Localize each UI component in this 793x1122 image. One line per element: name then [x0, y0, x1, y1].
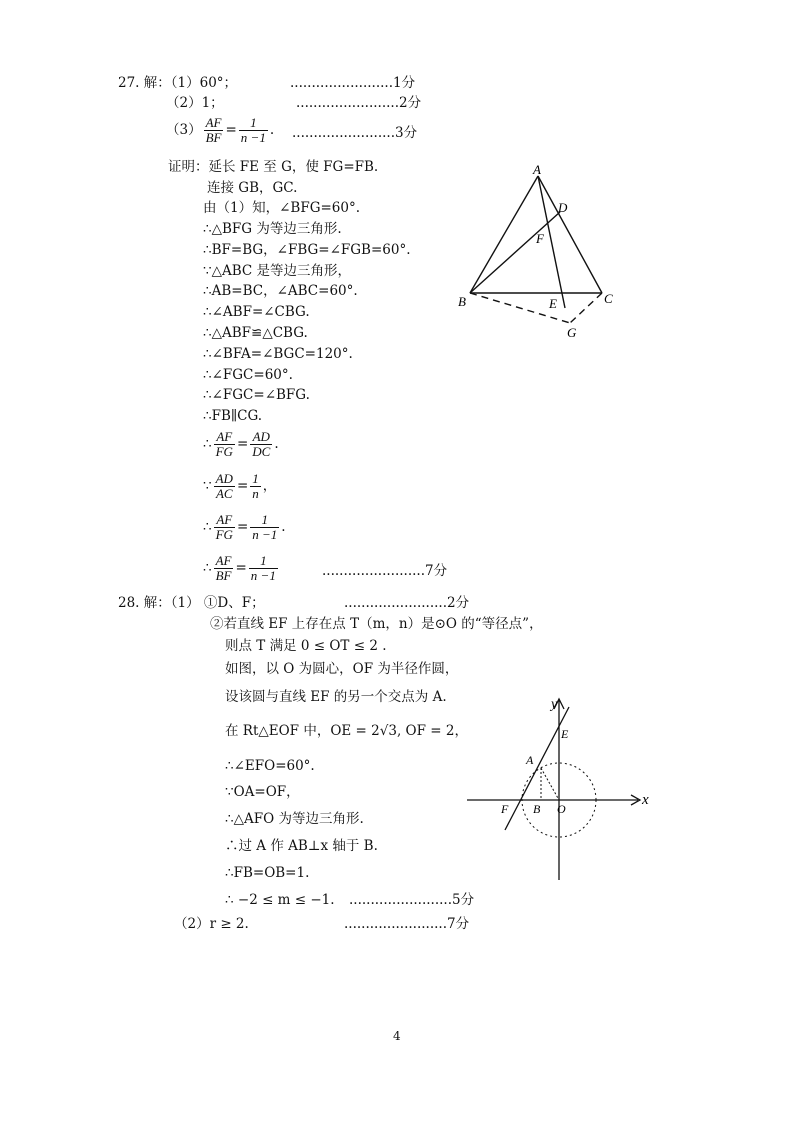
segment-ac — [538, 176, 602, 293]
q28-line: 如图，以 O 为圆心，OF 为半径作圆， — [225, 661, 459, 677]
q28-line: ∴过 A 作 AB⊥x 轴于 B. — [225, 838, 378, 854]
q27-proof-line: ∴△BFG 为等边三角形. — [203, 221, 342, 237]
q27-score-3: ........................3分 — [292, 125, 418, 141]
label-d: D — [558, 200, 568, 215]
fraction — [250, 430, 272, 459]
q27-score-7: ........................7分 — [322, 563, 448, 579]
frac-den: FG — [215, 527, 233, 542]
frac-num: 1 — [249, 554, 278, 569]
label-c: C — [604, 291, 613, 306]
frac-den: BF — [215, 568, 232, 583]
equals-sign: = — [236, 435, 249, 452]
q28-line: 则点 T 满足 0 ≤ OT ≤ 2 . — [225, 638, 387, 654]
fraction — [250, 513, 279, 542]
q28-score-2: ........................2分 — [344, 595, 470, 611]
frac-den: n −1 — [250, 568, 276, 583]
label-y: y — [551, 697, 558, 712]
q27-proof-line: ∴∠BFA=∠BGC=120°. — [203, 346, 353, 362]
q27-part3-frac-right — [239, 116, 268, 145]
frac-den: n −1 — [240, 130, 266, 145]
q27-part3-prefix: （3） — [166, 121, 202, 138]
equals-sign: = — [225, 121, 237, 138]
q28-line: ∴∠EFO=60°. — [225, 758, 315, 774]
q28-header: 28. 解：（1） ①D、F； — [118, 595, 265, 611]
q27-proof-line: 连接 GB，GC. — [207, 180, 298, 196]
frac-den: AC — [215, 486, 233, 501]
frac-num: AF — [215, 553, 232, 568]
q27-proof-line: ∴BF=BG，∠FBG=∠FGB=60°. — [203, 242, 411, 258]
page-number: 4 — [393, 1029, 401, 1043]
q27-proof-line: ∴∠ABF=∠CBG. — [203, 304, 310, 320]
q27-frac-line — [203, 472, 276, 501]
label-b: B — [533, 802, 541, 816]
q28-line: ②若直线 EF 上存在点 T（m，n）是⊙O 的“等径点”， — [210, 616, 543, 632]
q27-frac-line — [203, 513, 286, 542]
q27-proof-line: ∴FB∥CG. — [203, 408, 263, 424]
label-e: E — [561, 727, 569, 741]
q27-score-1: ........................1分 — [290, 75, 416, 91]
equals-sign: = — [236, 477, 249, 494]
equals-sign: = — [235, 559, 247, 576]
q27-part3 — [166, 116, 274, 145]
q28-line: ∴FB=OB=1. — [225, 865, 310, 881]
frac-den: DC — [252, 444, 271, 459]
q27-frac-line — [203, 430, 279, 459]
tail: . — [281, 518, 286, 535]
label-b: B — [458, 294, 466, 309]
equals-sign: = — [236, 518, 249, 535]
frac-num: AF — [205, 115, 222, 130]
therefore-symbol: ∴ — [203, 435, 212, 452]
q27-header: 27. 解：（1）60°； — [118, 75, 238, 91]
frac-num: AD — [250, 430, 272, 445]
label-a: A — [526, 753, 534, 767]
q28-line: ∵OA=OF， — [225, 784, 300, 800]
frac-den: FG — [215, 444, 233, 459]
fraction — [249, 554, 278, 583]
therefore-symbol: ∴ — [203, 518, 212, 535]
label-a: A — [533, 162, 541, 177]
tail: ， — [262, 477, 277, 494]
q28-score-7: ........................7分 — [344, 916, 470, 932]
frac-den: n −1 — [252, 527, 278, 542]
segment-ao — [541, 768, 559, 800]
therefore-symbol: ∴ — [203, 559, 212, 576]
q27-proof-line: 证明：延长 FE 至 G，使 FG=FB. — [168, 159, 379, 175]
frac-num: AF — [214, 513, 235, 528]
frac-den: BF — [205, 130, 222, 145]
q27-proof-line: ∴AB=BC，∠ABC=60°. — [203, 283, 358, 299]
q28-score-5: ........................5分 — [349, 892, 475, 908]
q27-part3-frac-left — [204, 116, 224, 145]
q27-proof-line: ∴△ABF≌△CBG. — [203, 325, 308, 341]
segment-cg — [570, 293, 602, 323]
fraction — [214, 513, 235, 542]
q28-line: 设该圆与直线 EF 的另一个交点为 A. — [225, 689, 447, 705]
q28-line: ∴△AFO 为等边三角形. — [225, 811, 364, 827]
q27-proof-line: 由（1）知，∠BFG=60°. — [203, 200, 361, 216]
frac-num: AD — [215, 471, 233, 486]
q28-coordinate-figure — [462, 690, 662, 885]
fraction — [214, 554, 234, 583]
label-f: F — [501, 802, 509, 816]
q28-part2: （2）r ≥ 2. — [174, 916, 249, 932]
q27-score-2: ........................2分 — [296, 95, 422, 111]
fraction — [214, 472, 235, 501]
q27-proof-line: ∵△ABC 是等边三角形， — [203, 263, 352, 279]
period: . — [269, 121, 275, 138]
frac-num: AF — [214, 430, 235, 445]
frac-den: n — [252, 486, 259, 501]
tail: . — [274, 435, 279, 452]
label-f: F — [536, 231, 544, 246]
label-e: E — [549, 296, 557, 311]
frac-num: 1 — [239, 116, 268, 131]
frac-num: 1 — [250, 513, 279, 528]
q28-line: ∴ −2 ≤ m ≤ −1. — [225, 892, 335, 908]
q27-part2: （2）1； — [166, 95, 224, 111]
frac-num: 1 — [252, 471, 259, 486]
fraction — [250, 472, 261, 501]
segment-ab — [470, 176, 538, 293]
label-x: x — [642, 792, 649, 808]
q27-proof-line: ∴∠FGC=∠BFG. — [203, 387, 310, 403]
fraction — [214, 430, 235, 459]
because-symbol: ∵ — [203, 477, 212, 494]
q27-proof-line: ∴∠FGC=60°. — [203, 367, 293, 383]
label-o: O — [557, 802, 566, 816]
segment-bd — [470, 212, 560, 293]
q27-frac-line — [203, 554, 280, 583]
label-g: G — [567, 325, 577, 340]
q27-triangle-figure — [452, 160, 622, 342]
q28-line: 在 Rt△EOF 中，OE = 2√3, OF = 2， — [225, 723, 468, 739]
